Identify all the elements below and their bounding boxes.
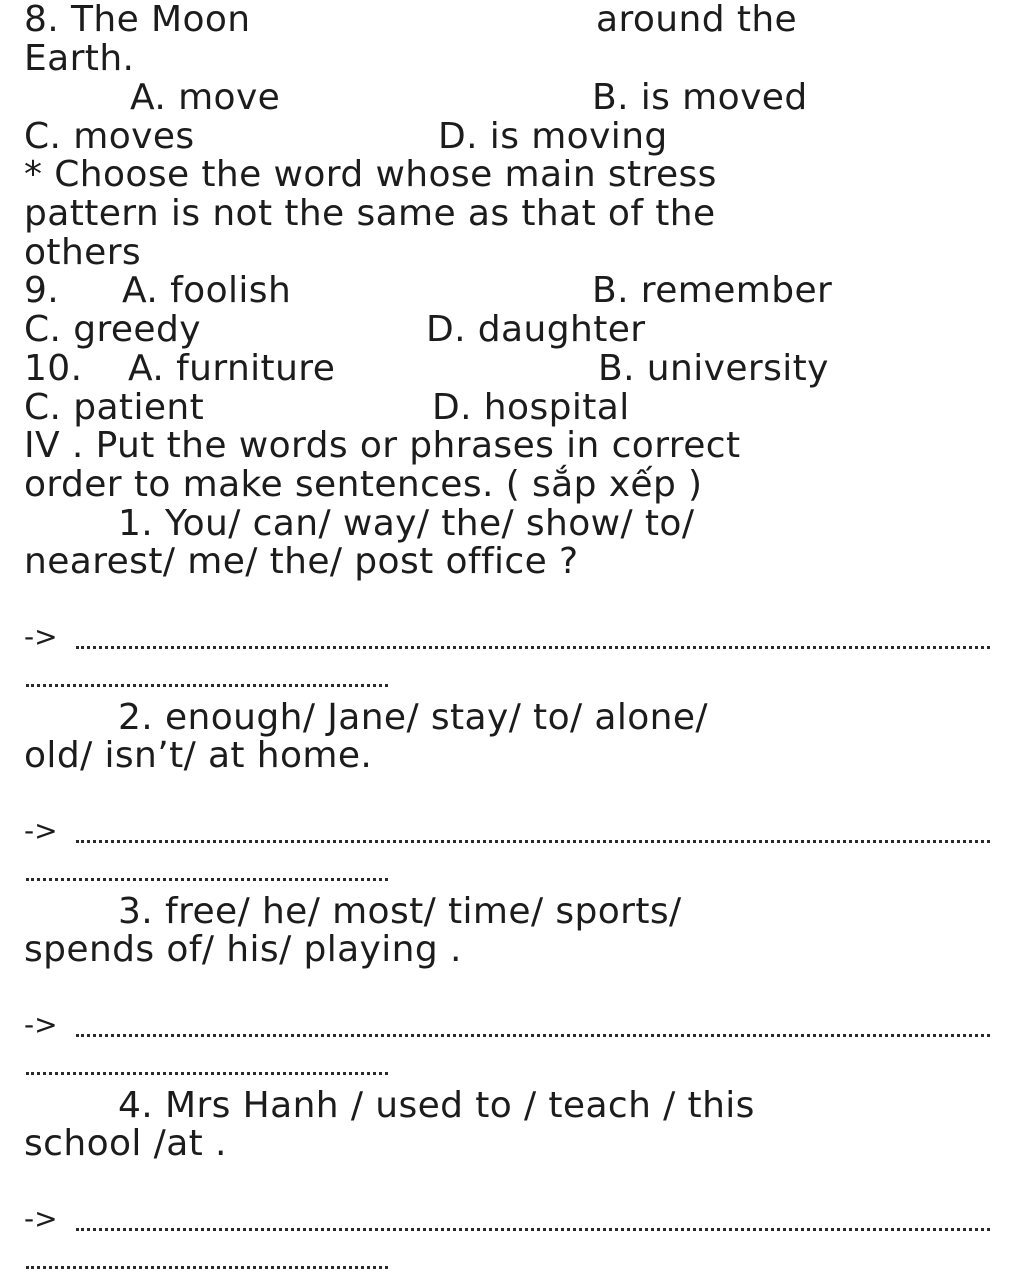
q8-stem-part3: Earth. [24, 38, 135, 79]
q10-option-a: A. furniture [128, 348, 336, 389]
q8-option-b: B. is moved [592, 77, 808, 118]
sentence4-line1: 4. Mrs Hanh / used to / teach / this [118, 1085, 755, 1126]
stress-instruction-line1: * Choose the word whose main stress [24, 154, 717, 195]
stress-instruction-line3: others [24, 232, 142, 273]
answer3-dotted-line[interactable] [76, 1034, 990, 1037]
sentence3-line2: spends of/ his/ playing . [24, 929, 462, 970]
answer4-dotted-line[interactable] [76, 1228, 990, 1231]
section4-instruction-line1: IV . Put the words or phrases in correct [24, 425, 741, 466]
answer4-arrow: -> [24, 1202, 58, 1235]
q8-stem-part1: 8. The Moon [24, 0, 251, 40]
q8-option-d: D. is moving [438, 116, 668, 157]
answer1-dotted-line-continued[interactable] [26, 684, 388, 687]
answer3-arrow: -> [24, 1008, 58, 1041]
q8-option-c: C. moves [24, 116, 195, 157]
q8-option-a: A. move [130, 77, 281, 118]
q10-option-c: C. patient [24, 387, 205, 428]
sentence2-line1: 2. enough/ Jane/ stay/ to/ alone/ [118, 697, 708, 738]
answer1-dotted-line[interactable] [76, 646, 990, 649]
stress-instruction-line2: pattern is not the same as that of the [24, 193, 716, 234]
answer2-arrow: -> [24, 814, 58, 847]
answer3-dotted-line-continued[interactable] [26, 1072, 388, 1075]
answer1-arrow: -> [24, 620, 58, 653]
q9-option-a: A. foolish [122, 270, 292, 311]
answer2-dotted-line[interactable] [76, 840, 990, 843]
q9-number: 9. [24, 270, 60, 311]
sentence2-line2: old/ isn’t/ at home. [24, 735, 373, 776]
sentence1-line2: nearest/ me/ the/ post office ? [24, 541, 579, 582]
q10-number: 10. [24, 348, 83, 389]
q10-option-d: D. hospital [432, 387, 630, 428]
answer4-dotted-line-continued[interactable] [26, 1266, 388, 1269]
answer2-dotted-line-continued[interactable] [26, 878, 388, 881]
sentence3-line1: 3. free/ he/ most/ time/ sports/ [118, 891, 682, 932]
sentence1-line1: 1. You/ can/ way/ the/ show/ to/ [118, 503, 695, 544]
sentence4-line2: school /at . [24, 1123, 227, 1164]
section4-instruction-line2: order to make sentences. ( sắp xếp ) [24, 464, 703, 505]
q9-option-d: D. daughter [426, 309, 646, 350]
q9-option-c: C. greedy [24, 309, 201, 350]
q8-stem-part2: around the [596, 0, 798, 40]
q9-option-b: B. remember [592, 270, 833, 311]
q10-option-b: B. university [598, 348, 829, 389]
